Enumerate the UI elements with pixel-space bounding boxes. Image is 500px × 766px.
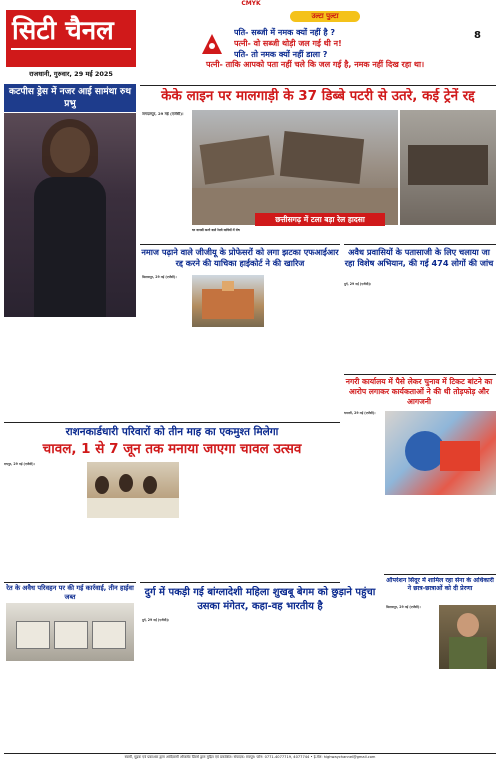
top-story-dateline: जगदलपुर, 29 मई (एजेंसी)। [142,112,184,116]
joke-line-1: पति- सब्जी में नमक क्यों नहीं है ? [234,28,336,37]
teacher-story-col-1 [142,275,190,419]
election-story-col-1 [344,411,382,571]
durg-col-1 [142,618,220,750]
teacher-story-col-3 [267,275,339,420]
side-col-1 [386,605,436,750]
election-story-dateline: धमतरी, 29 मई (एजेंसी)। [344,411,376,415]
side-story-headline: ऑपरेशन सिंदूर में शामिल रहा सेना के अधिकारी ने छात्र-छात्राओं को दी प्रेरणा [386,577,494,593]
masthead-underline [11,48,131,50]
top-story-col-1 [142,112,190,240]
election-story-headline: नगरी कार्यालय में पैसे लेकर चुनाव में टिकट बांटने का आरोप लगाकर कार्यकताओं ने की थी तोड़फोड़ और आगजनी [345,377,493,406]
dateline: राजधानी, गुरुवार, 29 मई 2025 [29,70,113,78]
migrants-story-headline: अवैध प्रवासियों के पतासाजी के लिए चलाया जा रहा विशेष अभियान, की गई 474 लोगों की जांच [344,247,494,268]
train-caption: छत्तीसगढ़ में टला बड़ा रेल हादसा [275,215,365,224]
cmyk-mark: CMYK [241,0,261,7]
joke-box [196,24,464,80]
migrants-story-dateline: दुर्ग, 29 मई (एजेंसी)। [344,282,372,286]
ration-col-2 [87,521,179,581]
durg-col-2 [223,618,301,750]
officer-photo [439,605,496,669]
page-number: 8 [474,30,481,41]
migrants-story-col-2 [421,282,496,370]
fashion-headline-box [4,84,136,112]
vandalism-photo [385,411,496,495]
fashion-photo [4,113,136,317]
side-dateline: बिलासपुर, 29 मई (एजेंसी)। [386,605,421,609]
joke-line-2: पत्नी- वो सब्जी थोड़ी जल गई थी न! [234,39,342,48]
ration-col-1 [4,462,84,580]
joke-line-4: पत्नी- ताकि आपको पता नहीं चले कि जल गई है, नमक नहीं दिख रहा था। [206,60,425,69]
fashion-body [4,321,136,419]
footer-imprint: स्वामी, मुद्रक एवं प्रकाशक द्वारा आदिवासी ऑफसेट प्रिंटर्स द्वारा मुद्रित एवं प्रकाशित। संपादक: रायपुर। फोन: 0771-4077719, 4077744 • ई-मेल: highwaychannel@gmail.com [124,755,376,759]
sand-story-body [6,664,134,752]
train-caption-band [255,213,385,226]
masthead-title: सिटी चैनल [12,16,114,46]
train-photo [192,110,398,225]
migrants-story-col-1 [344,282,418,370]
fashion-headline: कटपीस ड्रेस में नजर आई सामंथा रुथ प्रभु [8,87,132,109]
side-col-2 [439,672,496,750]
election-story-col-2 [385,498,496,572]
durg-dateline: दुर्ग, 29 मई (एजेंसी)। [142,618,170,622]
ration-meeting-photo [87,462,179,518]
ration-col-4 [263,462,340,580]
teacher-story-col-2 [192,330,264,420]
ration-col-3 [182,462,260,580]
ration-headline-1: राशनकार्डधारी परिवारों को तीन माह का एकमुश्त मिलेगा [65,426,279,438]
ulta-pulta-label: उल्टा पुल्टा [290,11,360,22]
truck-photo [6,603,134,661]
ggu-building-photo [192,275,264,327]
top-story-under-photo [192,228,392,242]
top-story-headline: केके लाइन पर मालगाड़ी के 37 डिब्बे पटरी से उतरे, कई ट्रेनें रद्द [161,88,475,104]
teacher-story-dateline: बिलासपुर, 29 मई (एजेंसी)। [142,275,177,279]
joke-line-3: पति- तो नमक क्यों नहीं डाला ? [234,50,328,59]
ration-dateline: रायपुर, 29 मई (एजेंसी)। [4,462,35,466]
pen-nib-icon [198,28,228,58]
top-story-caption-line: घर वापसी करने वाले रेलवे यात्रियों में रोष [192,228,240,232]
masthead [6,10,136,67]
train-photo-2 [400,110,496,225]
durg-story-headline: दुर्ग में पकड़ी गई बांग्लादेशी महिला शुखबू बेगम को छुड़ाने पहुंचा उसका मंगेतर, कहा-वह भारतीय है [144,587,376,612]
teacher-story-headline: नमाज पढ़ाने वाले जीजीयू के प्रोफेसरों को लगा झटका एफआईआर रद्द करने की याचिका हाईकोर्ट ने की खारिज [141,247,339,268]
sand-story-headline: रेत के अवैध परिवहन पर की गई कार्रवाई, तीन हाईवा जब्त [6,584,134,601]
durg-col-3 [304,618,382,750]
ration-headline-2: चावल, 1 से 7 जून तक मनाया जाएगा चावल उत्सव [42,441,302,457]
